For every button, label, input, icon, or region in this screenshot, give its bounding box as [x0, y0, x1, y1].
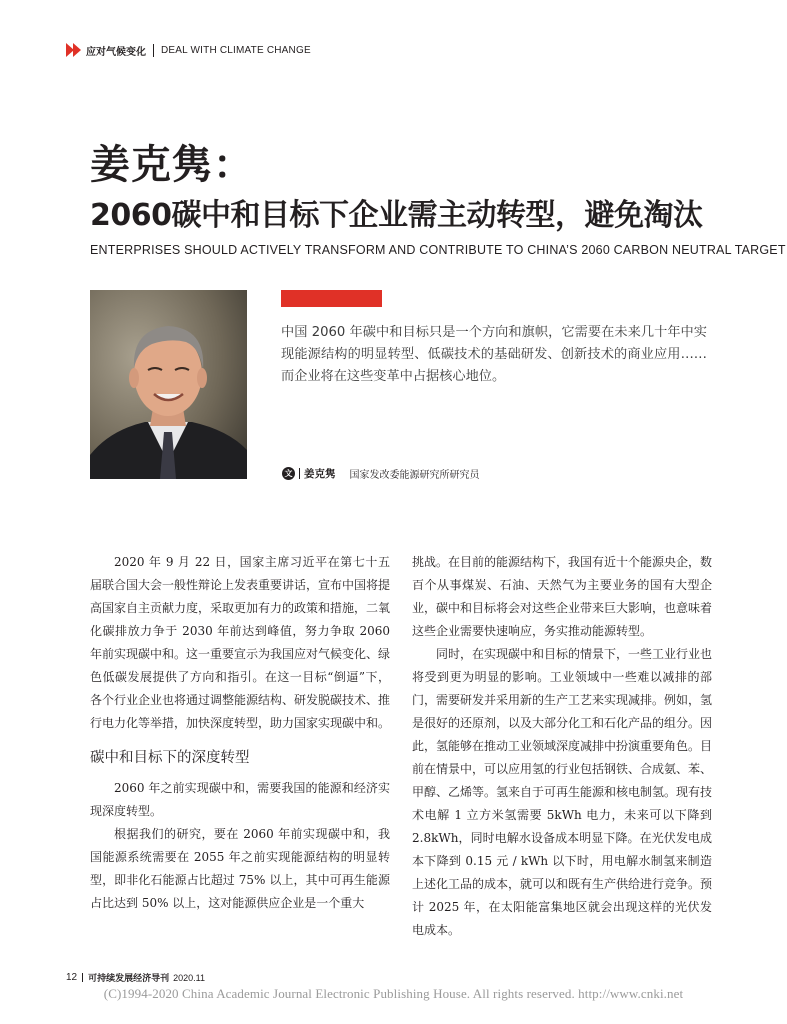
page-footer: [66, 971, 205, 984]
section-heading: 碳中和目标下的深度转型: [90, 750, 250, 766]
accent-bar: [281, 290, 382, 307]
body-paragraph: 挑战。在目前的能源结构下，我国有近十个能源央企，数百个从事煤炭、石油、天然气为主要业务的国有大型企业，碳中和目标将会对这些企业带来巨大影响，也意味着这些企业需要快速响应，务实推动能源转型。: [412, 555, 713, 638]
title-author: 姜克隽：: [90, 141, 254, 188]
author-name: 姜克隽: [304, 467, 336, 480]
double-chevron-icon: [66, 43, 80, 57]
author-portrait: [90, 290, 247, 479]
footer-divider: [82, 973, 83, 982]
byline: [282, 465, 480, 481]
byline-divider: [299, 468, 300, 479]
body-column-left: [90, 551, 390, 915]
author-affiliation: 国家发改委能源研究所研究员: [349, 469, 480, 481]
abstract: 中国 2060 年碳中和目标只是一个方向和旗帜，它需要在未来几十年中实现能源结构的明显转型、低碳技术的基础研发、创新技术的商业应用…… 而企业将在这些变革中占据核心地位。: [281, 325, 707, 384]
section-header: [66, 41, 311, 59]
journal-name: 可持续发展经济导刊: [88, 974, 170, 984]
body-paragraph: 同时，在实现碳中和目标的情景下，一些工业行业也将受到更为明显的影响。工业领域中一些难以减排的部门，需要研发并采用新的生产工艺来实现减排。例如，氢是很好的还原剂，以及大部分化工和石化产品的组分。因此，氢能够在推动工业领域深度减排中扮演重要角色。目前在情景中，可以应用氢的行业包括钢铁、合成氨、苯、甲醇、乙烯等。氢来自于可再生能源和核电制氢。现有技术电解 1 立方米氢需要 5kWh 电力，未来可以下降到 2.8kWh，同时电解水设备成本明显下降。在光伏发电成本下降到 0.15 元 / kWh 以下时，用电解水制氢来制造上述化工品的成本，就可以和既有生产供给进行竞争。预计 2025 年，在太阳能富集地区就会出现这样的光伏发电成本。: [412, 647, 713, 937]
journal-issue: 2020.11: [173, 972, 206, 983]
english-subtitle: ENTERPRISES SHOULD ACTIVELY TRANSFORM AND CONTRIBUTE TO CHINA’S 2060 CARBON NEUTRAL TARGET: [90, 243, 786, 257]
section-label-cn: 应对气候变化: [86, 46, 146, 58]
copyright-watermark: (C)1994-2020 China Academic Journal Electronic Publishing House. All rights reserved. http://www.cnki.net: [103, 986, 684, 1001]
author-mark-icon: 文: [282, 467, 295, 480]
section-label-en: DEAL WITH CLIMATE CHANGE: [161, 44, 311, 56]
page-number: 12: [66, 972, 78, 983]
article-title: 2060碳中和目标下企业需主动转型，避免淘汰: [90, 198, 703, 233]
body-paragraph: 根据我们的研究，要在 2060 年前实现碳中和，我国能源系统需要在 2055 年之前实现能源结构的明显转型，即非化石能源占比超过 75% 以上，其中可再生能源占比达到 50% 以上，这对能源供应企业是一个重大: [90, 827, 390, 910]
section-divider: [153, 44, 154, 57]
body-column-right: [412, 551, 712, 942]
body-paragraph: 2020 年 9 月 22 日，国家主席习近平在第七十五届联合国大会一般性辩论上发表重要讲话，宣布中国将提高国家自主贡献力度，采取更加有力的政策和措施，二氧化碳排放力争于 2030 年前达到峰值，努力争取 2060 年前实现碳中和。这一重要宣示为我国应对气候变化、绿色低碳发展提供了方向和指引。在这一目标“倒逼”下，各个行业企业也将通过调整能源结构、研发脱碳技术、推行电力化等举措，加快深度转型，助力国家实现碳中和。: [90, 555, 391, 730]
body-paragraph: 2060 年之前实现碳中和，需要我国的能源和经济实现深度转型。: [90, 781, 390, 818]
